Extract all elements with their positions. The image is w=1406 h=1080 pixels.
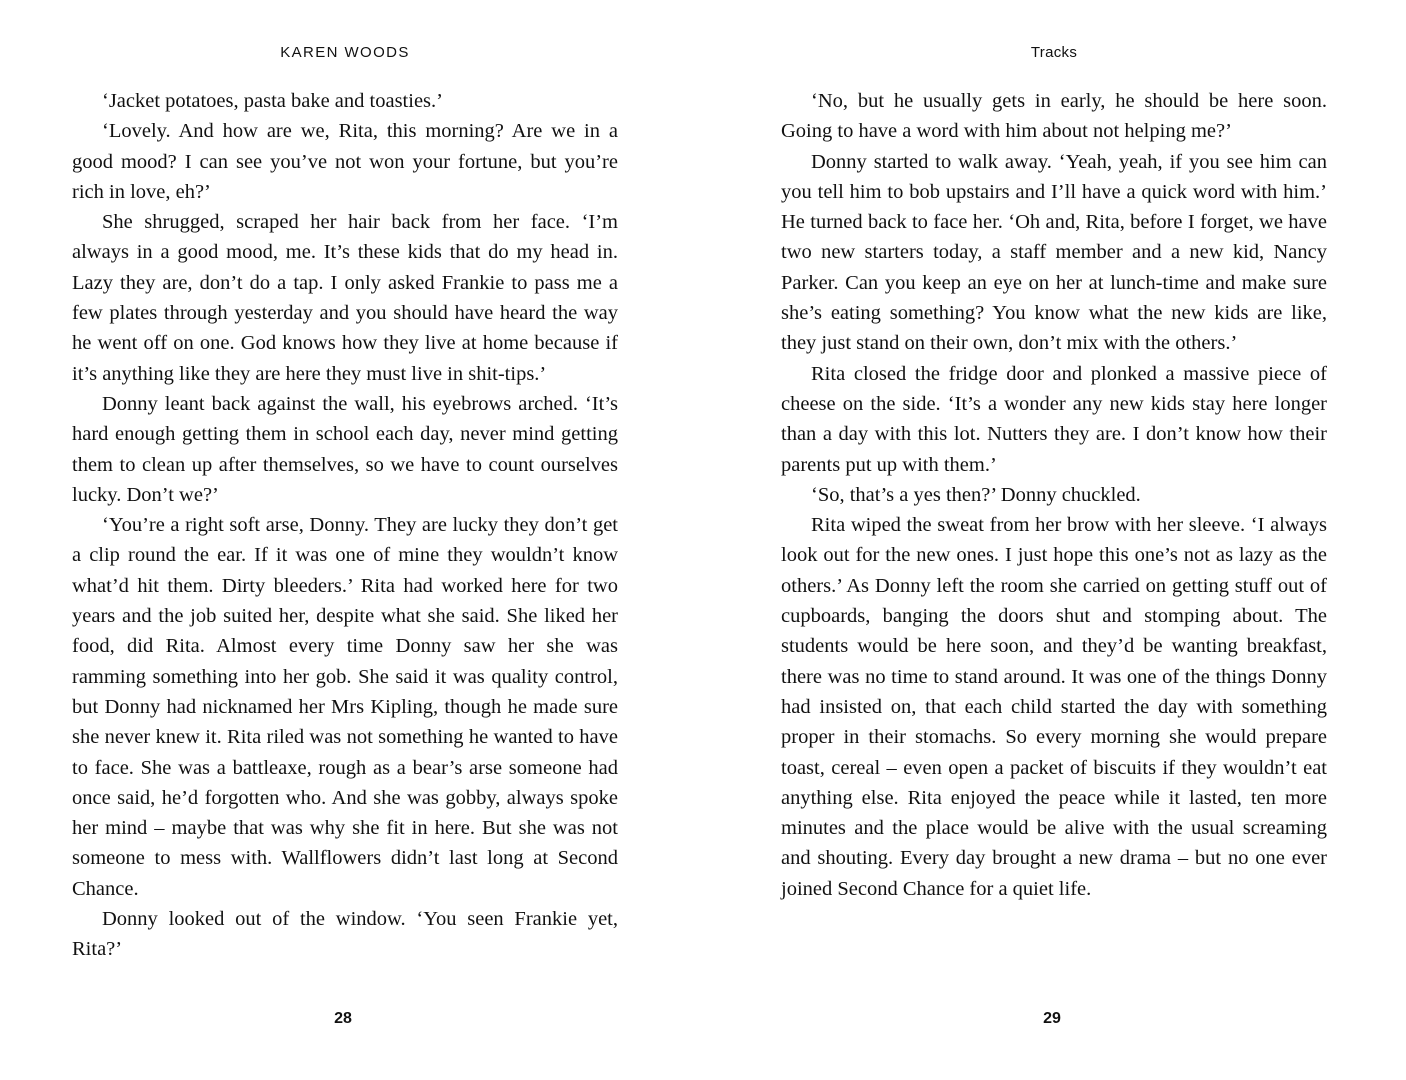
running-head-author: KAREN WOODS	[280, 44, 410, 61]
right-page	[781, 0, 1327, 1080]
paragraph: ‘No, but he usually gets in early, he should be here soon. Going to have a word with him about not helping me?’	[781, 90, 1327, 143]
paragraph: ‘You’re a right soft arse, Donny. They are lucky they don’t get a clip round the ear. If it was one of mine they wouldn’t know what’d hit them. Dirty bleeders.’ Rita had worked here for two years and the job suited her, despite what she said. She liked her food, did Rita. Almost every time Donny saw her she was ramming something into her gob. She said it was quality control, but Donny had nicknamed her Mrs Kipling, though he made sure she never knew it. Rita riled was not something he wanted to have to face. She was a battleaxe, rough as a bear’s arse someone had once said, he’d forgotten who. And she was gobby, always spoke her mind – maybe that was why she fit in here. But she was not someone to mess with. Wallflowers didn’t last long at Second Chance.	[72, 514, 618, 900]
paragraph: ‘So, that’s a yes then?’ Donny chuckled.	[811, 483, 1141, 506]
paragraph: ‘Lovely. And how are we, Rita, this morning? Are we in a good mood? I can see you’ve not won your fortune, but you’re rich in love, eh?’	[72, 120, 618, 203]
right-page-body	[781, 86, 1327, 904]
paragraph: Donny leant back against the wall, his eyebrows arched. ‘It’s hard enough getting them in school each day, never mind getting them to clean up after themselves, so we have to count ourselves lucky. Don’t we?’	[72, 392, 618, 506]
paragraph: She shrugged, scraped her hair back from her face. ‘I’m always in a good mood, me. It’s these kids that do my head in. Lazy they are, don’t do a tap. I only asked Frankie to pass me a few plates through yesterday and you should have heard the way he went off on one. God knows how they live at home because if it’s anything like they are here they must live in shit-tips.’	[72, 211, 618, 385]
paragraph: Donny started to walk away. ‘Yeah, yeah, if you see him can you tell him to bob upstairs and I’ll have a quick word with him.’ He turned back to face her. ‘Oh and, Rita, before I forget, we have two new starters today, a staff member and a new kid, Nancy Parker. Can you keep an eye on her at lunch-time and make sure she’s eating something? You know what the new kids are like, they just stand on their own, don’t mix with the others.’	[781, 150, 1327, 355]
left-page	[72, 0, 618, 1080]
page-number: 28	[334, 1010, 352, 1027]
paragraph: Rita wiped the sweat from her brow with her sleeve. ‘I always look out for the new ones. I just hope this one’s not as lazy as the others.’ As Donny left the room she carried on getting stuff out of cupboards, banging the doors shut and stomping about. The students would be here soon, and they’d be wanting breakfast, there was no time to stand around. It was one of the things Donny had insisted on, that each child started the day with something proper in their stomachs. So every morning she would prepare toast, cereal – even open a packet of biscuits if they wouldn’t eat anything else. Rita enjoyed the peace while it lasted, ten more minutes and the place would be alive with the usual screaming and shouting. Every day brought a new drama – but no one ever joined Second Chance for a quiet life.	[781, 514, 1327, 900]
paragraph: Rita closed the fridge door and plonked a massive piece of cheese on the side. ‘It’s a wonder any new kids stay here longer than a day with this lot. Nutters they are. I don’t know how their parents put up with them.’	[781, 362, 1327, 476]
page-number: 29	[1043, 1010, 1061, 1027]
running-head-title: Tracks	[1030, 44, 1078, 61]
left-page-body	[72, 86, 618, 965]
paragraph: Donny looked out of the window. ‘You seen Frankie yet, Rita?’	[72, 908, 618, 961]
paragraph: ‘Jacket potatoes, pasta bake and toasties.’	[102, 90, 443, 112]
